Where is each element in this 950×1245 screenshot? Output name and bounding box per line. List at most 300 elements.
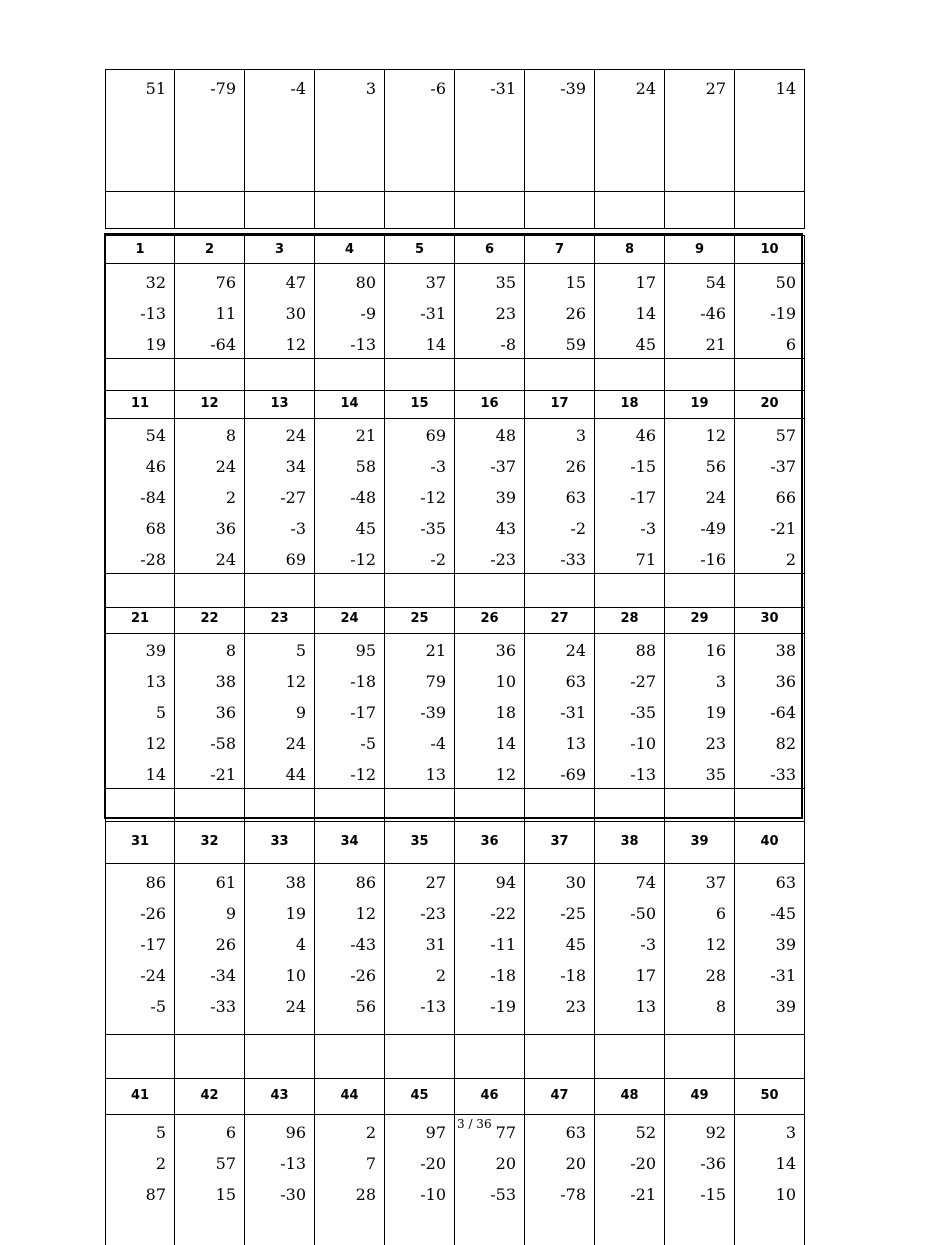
value-cell: [105, 419, 175, 573]
column-number: 12: [175, 388, 245, 418]
value: -33: [210, 997, 236, 1016]
value: -19: [770, 304, 796, 323]
value: -3: [640, 935, 656, 954]
column-number: 4: [315, 236, 385, 263]
column-number: 29: [665, 603, 735, 633]
column-number: 23: [245, 603, 315, 633]
value: -23: [490, 550, 516, 569]
value-cell: [735, 864, 805, 1034]
value: -27: [280, 488, 306, 507]
value-cell: [525, 864, 595, 1034]
value: -53: [490, 1185, 516, 1204]
value-cell: [385, 70, 455, 191]
value-cell: [175, 264, 245, 358]
value: 28: [355, 1185, 376, 1204]
blank-cell: [315, 192, 385, 228]
column-number: 50: [735, 1076, 805, 1114]
blank-cell: [315, 789, 385, 821]
value-cell: [385, 419, 455, 573]
value: -35: [630, 703, 656, 722]
value: 45: [565, 935, 586, 954]
value: 19: [145, 335, 166, 354]
column-number: 16: [455, 388, 525, 418]
blank-cell: [595, 789, 665, 821]
value: -79: [210, 79, 236, 98]
value: 14: [775, 1154, 796, 1173]
value: 20: [565, 1154, 586, 1173]
value: 14: [425, 335, 446, 354]
value: 46: [145, 457, 166, 476]
value: 46: [635, 426, 656, 445]
value: 13: [565, 734, 586, 753]
column-number: 48: [595, 1076, 665, 1114]
value: -22: [490, 904, 516, 923]
blank-cell: [315, 359, 385, 390]
value-cell: [455, 419, 525, 573]
value-cell: [175, 1115, 245, 1245]
blank-cell: [735, 1035, 805, 1078]
blank-cell: [525, 789, 595, 821]
value: -3: [430, 457, 446, 476]
value: 24: [565, 641, 586, 660]
value: 24: [635, 79, 656, 98]
value-cell: [525, 634, 595, 788]
data-block-5: [105, 1076, 805, 1245]
value: 2: [155, 1154, 166, 1173]
value-cell: [385, 864, 455, 1034]
value: 87: [145, 1185, 166, 1204]
value: 35: [705, 765, 726, 784]
value: -26: [350, 966, 376, 985]
value: 24: [285, 734, 306, 753]
value: 80: [355, 273, 376, 292]
value-cell: [385, 634, 455, 788]
value: 39: [145, 641, 166, 660]
blank-row: [105, 788, 805, 822]
value: 5: [295, 641, 306, 660]
data-block-3: [105, 603, 805, 822]
value-cell: [315, 419, 385, 573]
value: 9: [225, 904, 236, 923]
value-cell: [175, 419, 245, 573]
value-cell: [595, 864, 665, 1034]
value: 6: [225, 1123, 236, 1142]
value: 39: [775, 935, 796, 954]
column-number: 37: [525, 819, 595, 863]
value: -15: [700, 1185, 726, 1204]
value: 15: [565, 273, 586, 292]
value: -8: [500, 335, 516, 354]
value: 82: [775, 734, 796, 753]
value-cell: [455, 70, 525, 191]
value: -5: [150, 997, 166, 1016]
value: 3: [715, 672, 726, 691]
value: 51: [145, 79, 166, 98]
value: -13: [630, 765, 656, 784]
value-cell: [735, 419, 805, 573]
value: 12: [145, 734, 166, 753]
value: -78: [560, 1185, 586, 1204]
value: 86: [145, 873, 166, 892]
value: -19: [490, 997, 516, 1016]
column-number: 5: [385, 236, 455, 263]
blank-cell: [595, 1035, 665, 1078]
values-row: [105, 419, 805, 573]
value-cell: [455, 634, 525, 788]
value: 21: [425, 641, 446, 660]
value: 5: [155, 1123, 166, 1142]
value: 8: [225, 641, 236, 660]
value: 24: [285, 426, 306, 445]
values-row: [105, 634, 805, 788]
value: 2: [225, 488, 236, 507]
value: 61: [215, 873, 236, 892]
values-row: [105, 1115, 805, 1245]
value: 54: [705, 273, 726, 292]
blank-cell: [735, 359, 805, 390]
value: 24: [215, 550, 236, 569]
value-cell: [735, 1115, 805, 1245]
value: 59: [565, 335, 586, 354]
value: 47: [285, 273, 306, 292]
value: 63: [565, 488, 586, 507]
value-cell: [665, 264, 735, 358]
column-number: 40: [735, 819, 805, 863]
blank-cell: [455, 192, 525, 228]
value-cell: [315, 264, 385, 358]
value: 12: [705, 935, 726, 954]
blank-cell: [455, 1035, 525, 1078]
value: 94: [495, 873, 516, 892]
column-number: 33: [245, 819, 315, 863]
value: 92: [705, 1123, 726, 1142]
value: -12: [420, 488, 446, 507]
value: -26: [140, 904, 166, 923]
value: -58: [210, 734, 236, 753]
value: 10: [775, 1185, 796, 1204]
value: 11: [215, 304, 236, 323]
blank-cell: [385, 359, 455, 390]
value: -13: [280, 1154, 306, 1173]
value: 38: [285, 873, 306, 892]
value: 19: [705, 703, 726, 722]
data-block-1: [105, 235, 805, 391]
value: 32: [145, 273, 166, 292]
blank-cell: [735, 789, 805, 821]
blank-cell: [595, 192, 665, 228]
value: 36: [495, 641, 516, 660]
value: 17: [635, 966, 656, 985]
top-values-row: [105, 70, 805, 191]
value: 66: [775, 488, 796, 507]
value: 14: [495, 734, 516, 753]
blank-cell: [525, 359, 595, 390]
values-row: [105, 264, 805, 358]
value: -31: [420, 304, 446, 323]
column-number: 47: [525, 1076, 595, 1114]
value: -16: [700, 550, 726, 569]
value: -20: [420, 1154, 446, 1173]
value: 36: [775, 672, 796, 691]
value: 96: [285, 1123, 306, 1142]
value-cell: [175, 864, 245, 1034]
column-number: 27: [525, 603, 595, 633]
value: -33: [560, 550, 586, 569]
values-row: [105, 864, 805, 1034]
value: 97: [425, 1123, 446, 1142]
value-cell: [525, 264, 595, 358]
column-number: 19: [665, 388, 735, 418]
column-number: 2: [175, 236, 245, 263]
value: 63: [775, 873, 796, 892]
value: 76: [215, 273, 236, 292]
value-cell: [595, 1115, 665, 1245]
value: 8: [715, 997, 726, 1016]
value: -18: [350, 672, 376, 691]
value: -17: [140, 935, 166, 954]
value: 13: [425, 765, 446, 784]
value: -35: [420, 519, 446, 538]
value-cell: [385, 264, 455, 358]
value-cell: [665, 70, 735, 191]
column-number: 26: [455, 603, 525, 633]
value-cell: [595, 264, 665, 358]
blank-cell: [315, 1035, 385, 1078]
value: -27: [630, 672, 656, 691]
value: -5: [360, 734, 376, 753]
blank-cell: [175, 789, 245, 821]
blank-cell: [245, 192, 315, 228]
value: -2: [430, 550, 446, 569]
column-number: 9: [665, 236, 735, 263]
value: 30: [285, 304, 306, 323]
value: 36: [215, 703, 236, 722]
column-number: 31: [105, 819, 175, 863]
value: -10: [420, 1185, 446, 1204]
value: -6: [430, 79, 446, 98]
value-cell: [525, 70, 595, 191]
value-cell: [665, 1115, 735, 1245]
value: -20: [630, 1154, 656, 1173]
value: -4: [430, 734, 446, 753]
value: -13: [140, 304, 166, 323]
column-number: 35: [385, 819, 455, 863]
value: 48: [495, 426, 516, 445]
column-number: 49: [665, 1076, 735, 1114]
blank-cell: [175, 192, 245, 228]
value: -13: [420, 997, 446, 1016]
value: 21: [355, 426, 376, 445]
column-number: 28: [595, 603, 665, 633]
column-number: 11: [105, 388, 175, 418]
value: 45: [355, 519, 376, 538]
value: -49: [700, 519, 726, 538]
value: -4: [290, 79, 306, 98]
value-cell: [105, 1115, 175, 1245]
value: 3: [785, 1123, 796, 1142]
value-cell: [595, 634, 665, 788]
value: 13: [635, 997, 656, 1016]
column-number: 32: [175, 819, 245, 863]
value: -25: [560, 904, 586, 923]
value: 14: [145, 765, 166, 784]
column-number: 41: [105, 1076, 175, 1114]
value: 50: [775, 273, 796, 292]
value: -31: [490, 79, 516, 98]
value: -43: [350, 935, 376, 954]
page-marker: 3 / 36: [457, 1117, 492, 1131]
column-number: 15: [385, 388, 455, 418]
value: -12: [350, 550, 376, 569]
value: -13: [350, 335, 376, 354]
value: 15: [215, 1185, 236, 1204]
value: 43: [495, 519, 516, 538]
value: 34: [285, 457, 306, 476]
value-cell: [665, 864, 735, 1034]
value: -50: [630, 904, 656, 923]
value: 28: [705, 966, 726, 985]
value: 39: [495, 488, 516, 507]
column-number: 18: [595, 388, 665, 418]
value: 5: [155, 703, 166, 722]
value: -37: [770, 457, 796, 476]
column-number: 30: [735, 603, 805, 633]
value: 4: [295, 935, 306, 954]
blank-cell: [665, 192, 735, 228]
value-cell: [105, 264, 175, 358]
value: 6: [785, 335, 796, 354]
blank-row: [105, 358, 805, 391]
value-cell: [315, 864, 385, 1034]
value: -39: [560, 79, 586, 98]
column-number: 14: [315, 388, 385, 418]
column-number: 44: [315, 1076, 385, 1114]
blank-cell: [105, 789, 175, 821]
value: 10: [285, 966, 306, 985]
value: 26: [565, 304, 586, 323]
blank-cell: [105, 192, 175, 228]
value: 21: [705, 335, 726, 354]
value: 56: [705, 457, 726, 476]
value-cell: [175, 634, 245, 788]
value: 14: [775, 79, 796, 98]
data-block-4: [105, 819, 805, 1079]
value: 54: [145, 426, 166, 445]
blank-cell: [385, 789, 455, 821]
value: -2: [570, 519, 586, 538]
value: -24: [140, 966, 166, 985]
value: 88: [635, 641, 656, 660]
data-block-2: [105, 388, 805, 608]
value-cell: [735, 634, 805, 788]
value: 12: [285, 672, 306, 691]
blank-cell: [665, 359, 735, 390]
value: 2: [365, 1123, 376, 1142]
value: 23: [705, 734, 726, 753]
value: 37: [425, 273, 446, 292]
value: -17: [350, 703, 376, 722]
value-cell: [245, 419, 315, 573]
value: 12: [705, 426, 726, 445]
value: 35: [495, 273, 516, 292]
value: 24: [705, 488, 726, 507]
blank-cell: [665, 1035, 735, 1078]
value: 38: [775, 641, 796, 660]
value: -69: [560, 765, 586, 784]
blank-cell: [665, 789, 735, 821]
header-row: [105, 235, 805, 264]
value: 44: [285, 765, 306, 784]
value: 56: [355, 997, 376, 1016]
value: -33: [770, 765, 796, 784]
value: -15: [630, 457, 656, 476]
value: 17: [635, 273, 656, 292]
value: 9: [295, 703, 306, 722]
value: 26: [565, 457, 586, 476]
value: -3: [290, 519, 306, 538]
value-cell: [315, 1115, 385, 1245]
blank-cell: [385, 1035, 455, 1078]
value-cell: [455, 264, 525, 358]
column-number: 22: [175, 603, 245, 633]
value: 39: [775, 997, 796, 1016]
column-number: 45: [385, 1076, 455, 1114]
value: 69: [285, 550, 306, 569]
value: -12: [350, 765, 376, 784]
value: -37: [490, 457, 516, 476]
value: 95: [355, 641, 376, 660]
column-number: 7: [525, 236, 595, 263]
value: 12: [495, 765, 516, 784]
value: 14: [635, 304, 656, 323]
value-cell: [245, 864, 315, 1034]
column-number: 38: [595, 819, 665, 863]
column-number: 20: [735, 388, 805, 418]
blank-cell: [525, 1035, 595, 1078]
column-number: 8: [595, 236, 665, 263]
blank-row: [105, 1034, 805, 1079]
value: -84: [140, 488, 166, 507]
value: 52: [635, 1123, 656, 1142]
value: 18: [495, 703, 516, 722]
value: 23: [565, 997, 586, 1016]
value: 45: [635, 335, 656, 354]
value: -46: [700, 304, 726, 323]
value: 7: [365, 1154, 376, 1173]
value: -18: [560, 966, 586, 985]
column-number: 43: [245, 1076, 315, 1114]
value: 16: [705, 641, 726, 660]
value: 24: [215, 457, 236, 476]
value: 27: [425, 873, 446, 892]
column-number: 17: [525, 388, 595, 418]
value-cell: [665, 634, 735, 788]
value: 57: [215, 1154, 236, 1173]
value: 13: [145, 672, 166, 691]
value: -21: [210, 765, 236, 784]
value: 2: [435, 966, 446, 985]
value: 79: [425, 672, 446, 691]
value: -48: [350, 488, 376, 507]
blank-cell: [245, 789, 315, 821]
value-cell: [175, 70, 245, 191]
blank-cell: [595, 359, 665, 390]
value: 26: [215, 935, 236, 954]
blank-cell: [455, 359, 525, 390]
header-row: [105, 1076, 805, 1115]
value-cell: [595, 419, 665, 573]
value: 6: [715, 904, 726, 923]
